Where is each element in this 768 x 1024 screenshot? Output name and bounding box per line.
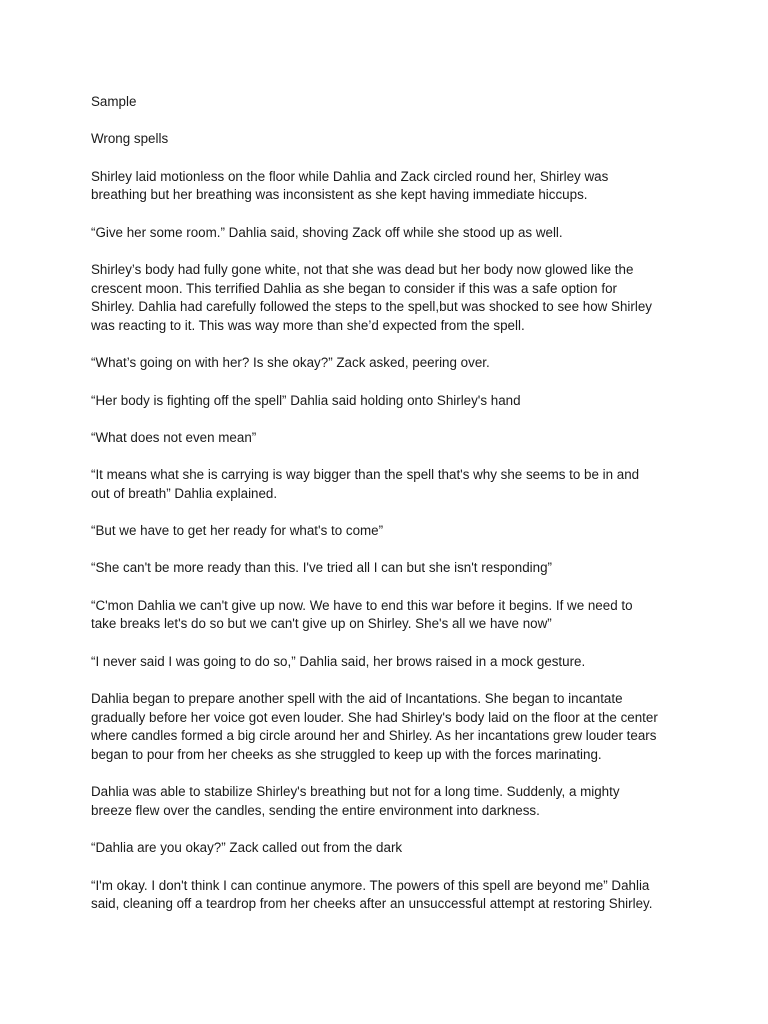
paragraph: Dahlia was able to stabilize Shirley's breathing but not for a long time. Suddenly, a mighty breeze flew over the candles, sending the entire environment into darkness. [91,784,620,819]
paragraph: “It means what she is carrying is way bigger than the spell that's why she seems to be in and out of breath” Dahlia explained. [91,467,640,501]
paragraph: “I never said I was going to do so,” Dahlia said, her brows raised in a mock gesture. [91,653,586,669]
document-label: Sample [91,94,137,109]
paragraph: “Her body is fighting off the spell” Dahlia said holding onto Shirley's hand [91,392,521,408]
paragraph: “She can't be more ready than this. I've tried all I can but she isn't responding” [91,560,552,576]
paragraph: Dahlia began to prepare another spell with the aid of Incantations. She began to incantate gradually before her voice got even louder. She had Shirley's body laid on the floor at the center where candles formed a big circle around her and Shirley. As her incantations grew louder tears began to pour from her cheeks as she struggled to keep up with the forces marinating. [91,691,658,763]
paragraph: Shirley laid motionless on the floor while Dahlia and Zack circled round her, Shirley was breathing but her breathing was inconsistent as she kept having immediate hiccups. [91,168,609,203]
paragraph: “But we have to get her ready for what's to come” [91,523,384,539]
paragraph: “What does not even mean” [91,429,257,445]
paragraph: “What’s going on with her? Is she okay?” Zack asked, peering over. [91,355,490,371]
paragraph: Shirley’s body had fully gone white, not that she was dead but her body now glowed like the crescent moon. This terrified Dahlia as she began to consider if this was a safe option for Shirley. Dahlia had carefully followed the steps to the spell,but was shocked to see how Shirley was reacting to it. This was way more than she’d expected from the spell. [91,261,652,333]
paragraph: “Give her some room.” Dahlia said, shoving Zack off while she stood up as well. [91,224,563,240]
paragraph: “C'mon Dahlia we can't give up now. We have to end this war before it begins. If we need to take breaks let's do so but we can't give up on Shirley. She's all we have now” [91,597,633,632]
document-title: Wrong spells [91,131,169,147]
paragraph: “I'm okay. I don't think I can continue anymore. The powers of this spell are beyond me” Dahlia said, cleaning off a teardrop from her cheeks after an unsuccessful attempt at restoring Shirley. [91,877,653,912]
paragraph: “Dahlia are you okay?” Zack called out from the dark [91,840,403,856]
document-body [91,93,701,933]
